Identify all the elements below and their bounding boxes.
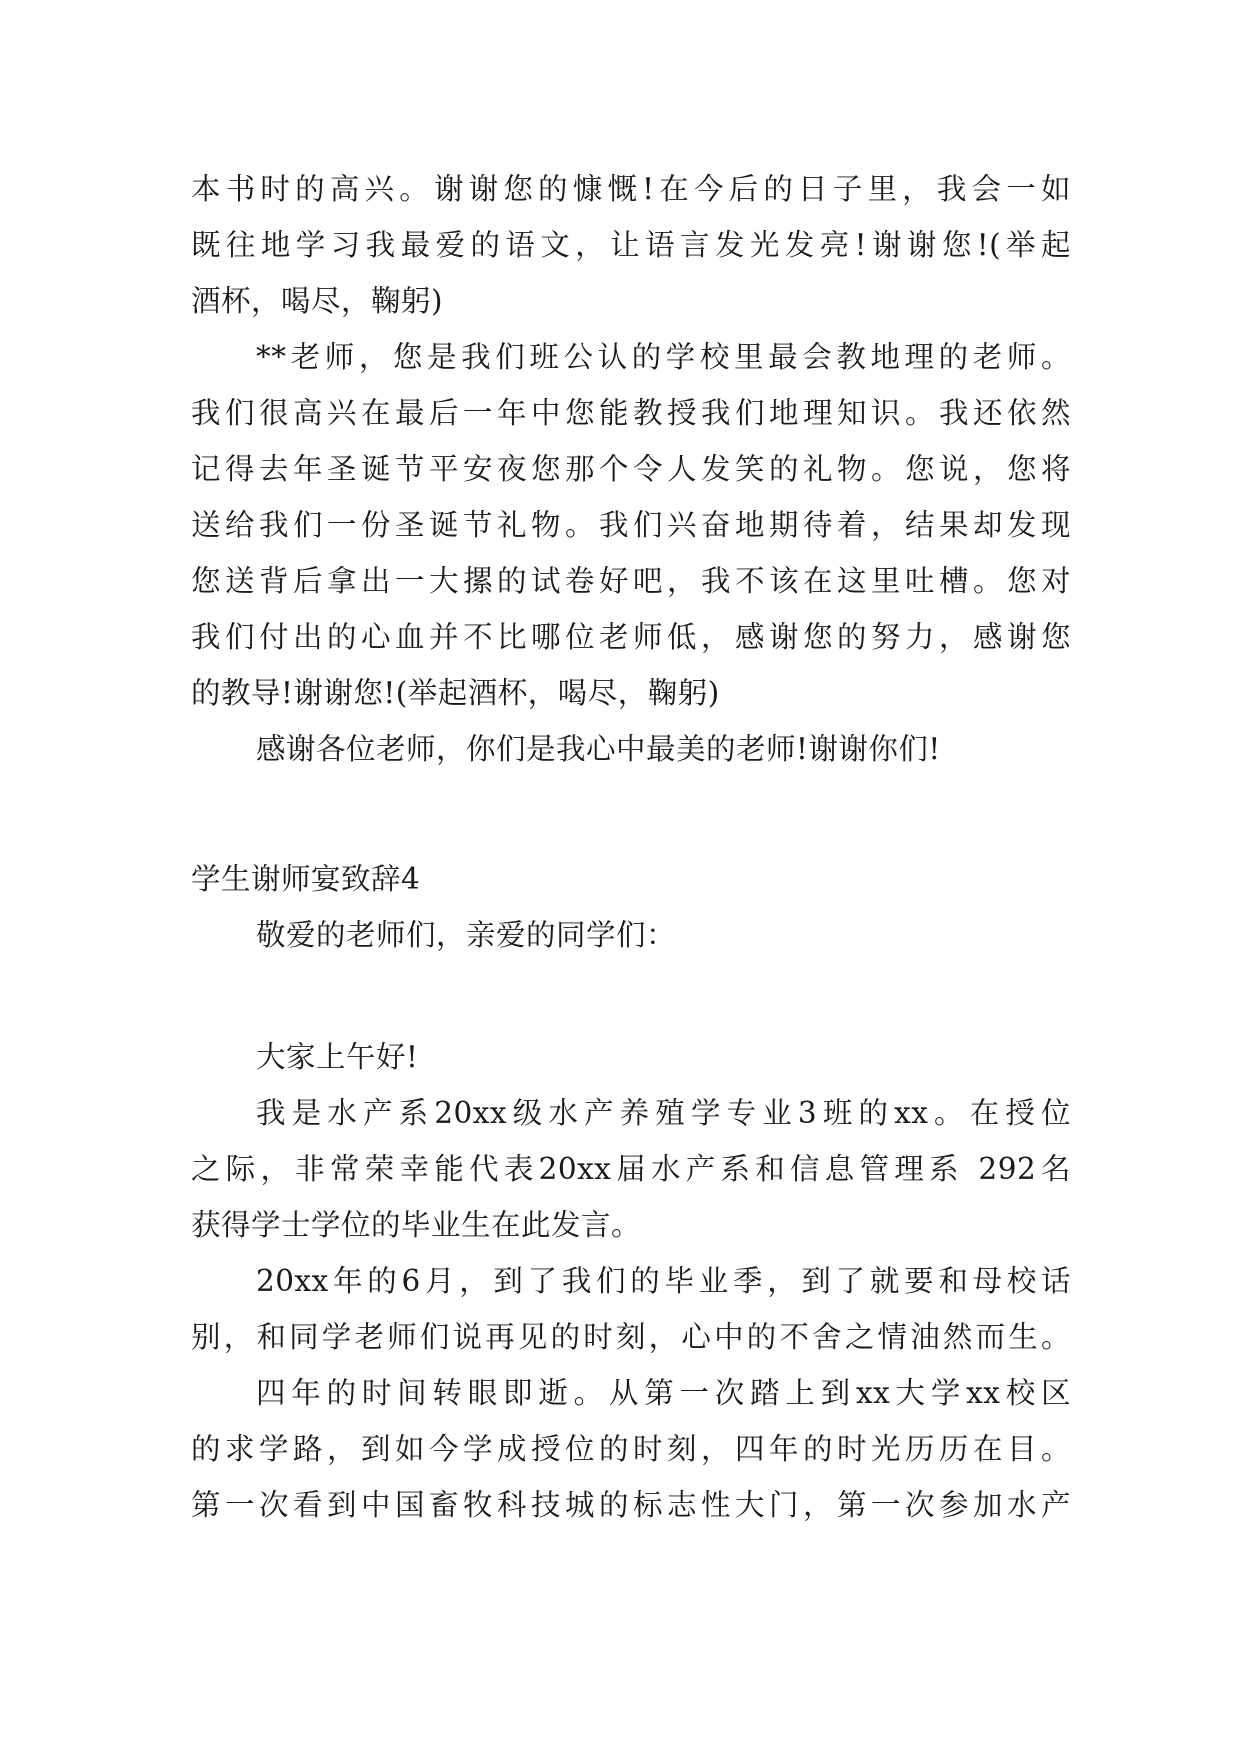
text-line: 送给我们一份圣诞节礼物。我们兴奋地期待着，结果却发现 <box>191 508 1071 542</box>
text-line: 之际，非常荣幸能代表20xx届水产系和信息管理系 292名 <box>191 1152 1071 1186</box>
paragraph-first-line: 感谢各位老师，你们是我心中最美的老师!谢谢你们! <box>256 732 941 766</box>
text-line: 酒杯，喝尽，鞠躬) <box>191 284 444 318</box>
text-line: 本书时的高兴。谢谢您的慷慨!在今后的日子里，我会一如 <box>191 172 1071 206</box>
text-line: 别，和同学老师们说再见的时刻，心中的不舍之情油然而生。 <box>191 1320 1071 1354</box>
text-line: 第一次看到中国畜牧科技城的标志性大门，第一次参加水产 <box>191 1488 1071 1522</box>
paragraph-first-line: 20xx年的6月，到了我们的毕业季，到了就要和母校话 <box>256 1264 1071 1298</box>
text-line: 的求学路，到如今学成授位的时刻，四年的时光历历在目。 <box>191 1432 1071 1466</box>
paragraph-first-line: 我是水产系20xx级水产养殖学专业3班的xx。在授位 <box>256 1096 1071 1130</box>
text-line: 的教导!谢谢您!(举起酒杯，喝尽，鞠躬) <box>191 676 720 710</box>
text-line: 既往地学习我最爱的语文，让语言发光发亮!谢谢您!(举起 <box>191 228 1071 262</box>
text-line: 获得学士学位的毕业生在此发言。 <box>191 1208 642 1242</box>
greeting: 大家上午好! <box>256 1040 419 1074</box>
text-line: 记得去年圣诞节平安夜您那个令人发笑的礼物。您说，您将 <box>191 452 1071 486</box>
text-line: 您送背后拿出一大摞的试卷好吧，我不该在这里吐槽。您对 <box>191 564 1071 598</box>
text-line: 我们付出的心血并不比哪位老师低，感谢您的努力，感谢您 <box>191 620 1071 654</box>
text-line: 我们很高兴在最后一年中您能教授我们地理知识。我还依然 <box>191 396 1071 430</box>
paragraph-first-line: 四年的时间转眼即逝。从第一次踏上到xx大学xx校区 <box>256 1376 1071 1410</box>
paragraph-first-line: **老师，您是我们班公认的学校里最会教地理的老师。 <box>256 340 1071 374</box>
salutation: 敬爱的老师们，亲爱的同学们： <box>256 918 677 952</box>
section-title: 学生谢师宴致辞4 <box>191 862 421 896</box>
